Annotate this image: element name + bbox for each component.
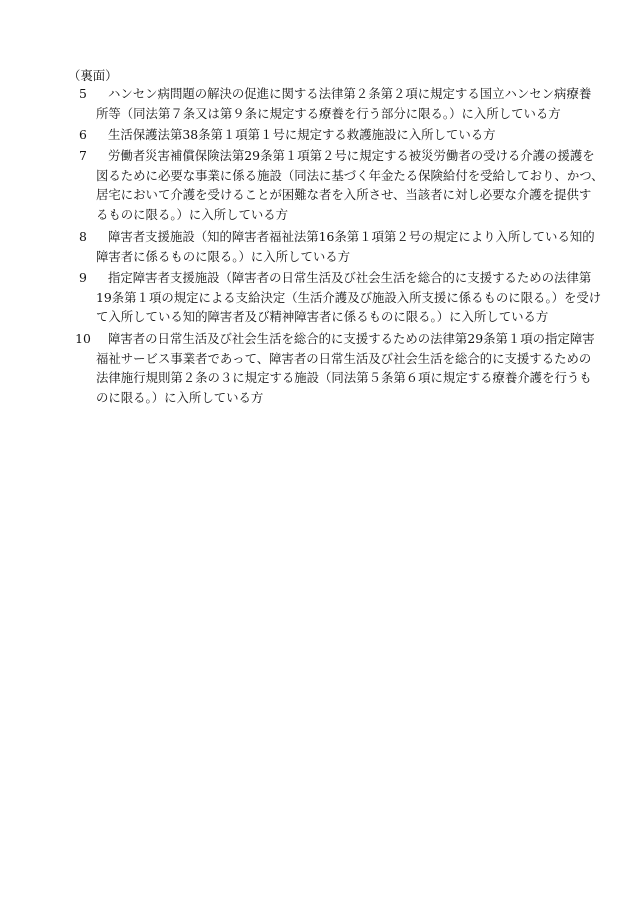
- item-line: 障害者支援施設（知的障害者福祉法第16条第１項第２号の規定により入所している知的: [108, 229, 595, 244]
- item-text: [96, 268, 602, 327]
- item-line: 法律施行規則第２条の３に規定する施設（同法第５条第６項に規定する療養介護を行うも: [96, 370, 592, 386]
- item-number: 6: [79, 127, 87, 142]
- item-text: [96, 146, 604, 224]
- page-heading: （裏面）: [68, 68, 118, 83]
- item-text: [96, 329, 595, 407]
- item-line: 指定障害者支援施設（障害者の日常生活及び社会生活を総合的に支援するための法律第: [108, 270, 592, 285]
- item-line: 図るために必要な事業に係る施設（同法に基づく年金たる保険給付を受給しており、かつ、: [96, 167, 604, 183]
- item-line: 障害者に係るものに限る。）に入所している方: [96, 248, 351, 264]
- item-line: 福祉サービス事業者であって、障害者の日常生活及び社会生活を総合的に支援するための: [96, 350, 592, 366]
- item-text: [96, 84, 592, 123]
- item-line: 労働者災害補償保険法第29条第１項第２号に規定する被災労働者の受ける介護の援護を: [108, 148, 595, 163]
- item-line: 居宅において介護を受けることが困難な者を入所させ、当該者に対し必要な介護を提供す: [96, 187, 592, 203]
- item-line: て入所している知的障害者及び精神障害者に係るものに限る。）に入所している方: [96, 309, 549, 325]
- item-line: のに限る。）に入所している方: [96, 389, 264, 405]
- item-line: 生活保護法第38条第１項第１号に規定する救護施設に入所している方: [108, 127, 496, 142]
- item-number: 9: [79, 270, 87, 285]
- item-line: 障害者の日常生活及び社会生活を総合的に支援するための法律第29条第１項の指定障害: [108, 331, 595, 346]
- item-line: るものに限る。）に入所している方: [96, 206, 289, 222]
- item-number: 5: [79, 86, 87, 101]
- item-line: 19条第１項の規定による支給決定（生活介護及び施設入所支援に係るものに限る。）を受け: [96, 289, 602, 305]
- item-number: 7: [79, 148, 87, 163]
- item-text: [108, 125, 576, 145]
- item-number: 8: [79, 229, 87, 244]
- item-text: [96, 227, 595, 266]
- item-number: 10: [75, 331, 91, 346]
- item-line: 所等（同法第７条又は第９条に規定する療養を行う部分に限る。）に入所している方: [96, 105, 561, 121]
- item-line: ハンセン病問題の解決の促進に関する法律第２条第２項に規定する国立ハンセン病療養: [108, 86, 592, 101]
